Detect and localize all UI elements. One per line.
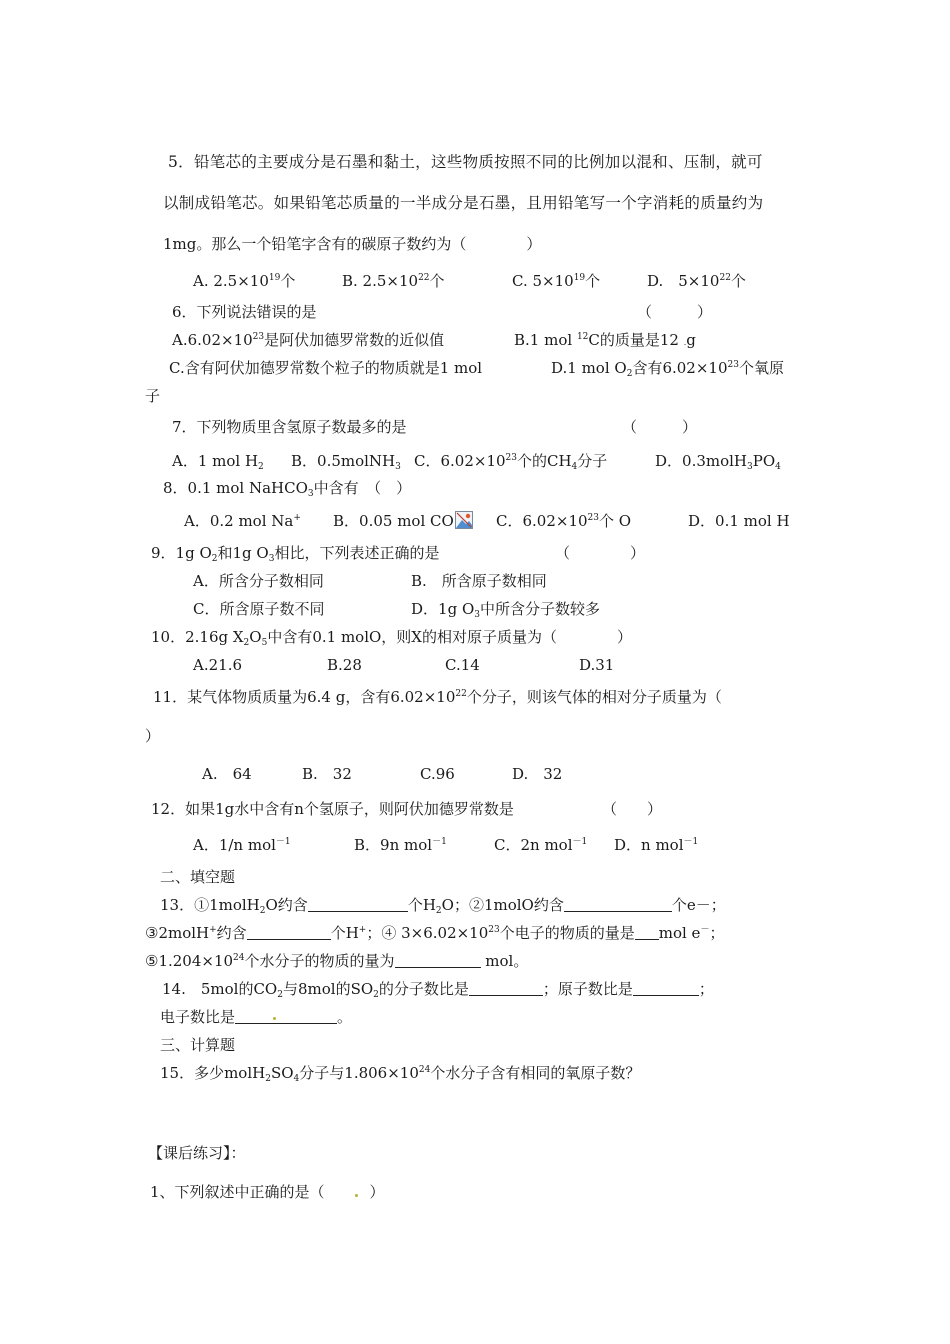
- q11-stem-close: ）: [145, 727, 161, 745]
- q6-option-c: C.含有阿伏加德罗常数个粒子的物质就是1 mol: [169, 359, 483, 377]
- q11-option-b: B. 32: [302, 765, 352, 783]
- q8-option-b: B．0.05 mol CO: [333, 511, 473, 531]
- q5-option-c: C. $5\times 10^{19}$个: [512, 272, 601, 290]
- q12-option-a: A．1/n mol$^{-1}$: [193, 836, 291, 854]
- q14-line2: 电子数比是 。: [160, 1008, 353, 1026]
- q8-stem: 8．0.1 mol NaHCO$_3$中含有 （ ）: [163, 479, 412, 499]
- q6-option-d: D.1 mol $O_2$含有$6.02\times 10^{23}$个氧原: [551, 359, 784, 379]
- q12-stem: 12．如果1g水中含有n个氢原子，则阿伏加德罗常数是: [151, 800, 514, 818]
- q7-option-c: C．$6.02\times 10^{23}$个的$CH_4$分子: [414, 452, 608, 472]
- q6-stem: 6．下列说法错误的是: [172, 303, 317, 321]
- q11-stem: 11．某气体物质质量为6.4 g，含有$6.02\times 10^{22}$个分子，则该气体的相对分子质量为（: [153, 688, 722, 706]
- q13-blank-4[interactable]: [635, 925, 659, 940]
- q14-blank-2[interactable]: [633, 981, 699, 996]
- q8-option-d: D．0.1 mol H: [688, 512, 790, 530]
- q14-blank-3[interactable]: [235, 1009, 337, 1024]
- q10-option-a: A.21.6: [193, 656, 242, 674]
- q5-option-b: B. $2.5\times 10^{22}$个: [342, 272, 445, 290]
- q9-option-c: C．所含原子数不同: [193, 600, 325, 618]
- q6-option-b: B.1 mol $^{12}$C的质量是12 .g: [514, 331, 696, 349]
- q12-option-c: C．2n mol$^{-1}$: [494, 836, 588, 854]
- q8-option-c: C．$6.02\times 10^{23}$个 O: [496, 512, 632, 530]
- q8-option-a: A．0.2 mol Na+: [184, 512, 301, 530]
- practice-q1-stem: 1、下列叙述中正确的是（ ）: [150, 1183, 385, 1201]
- q10-option-d: D.31: [579, 656, 615, 674]
- q7-option-a: A．1 mol $H_2$: [172, 452, 264, 472]
- q11-option-d: D. 32: [512, 765, 563, 783]
- q13-blank-5[interactable]: [395, 953, 481, 968]
- q12-option-b: B．9n mol$^{-1}$: [354, 836, 447, 854]
- q13-blank-1[interactable]: [308, 897, 408, 912]
- q5-line2: 以制成铅笔芯。如果铅笔芯质量的一半成分是石墨，且用铅笔写一个字消耗的质量约为: [163, 194, 764, 212]
- q12-option-d: D．n mol$^{-1}$: [614, 836, 699, 854]
- q13-line3: $⑤1.204\times 10^{24}$个水分子的物质的量为 mol。: [145, 952, 529, 970]
- q9-option-a: A．所含分子数相同: [193, 572, 324, 590]
- q6-answer-paren: （ ）: [637, 303, 713, 321]
- q9-option-d: D．1g $O_3$中所含分子数较多: [411, 600, 600, 620]
- q15-stem: 15．多少$molH_2SO_4$分子与$1.806\times 10^{24}$个水分子含有相同的氧原子数？: [160, 1064, 641, 1084]
- q10-option-c: C.14: [445, 656, 480, 674]
- q5-line3: 1mg。那么一个铅笔字含有的碳原子数约为（ ）: [163, 235, 542, 253]
- q11-option-c: C.96: [420, 765, 455, 783]
- q10-stem: 10．2.16g $X_2O_5$中含有0.1 molO，则X的相对原子质量为（ ）: [151, 628, 632, 648]
- q9-answer-paren: （ ）: [555, 544, 646, 562]
- q5-option-d: D. $5\times 10^{22}$个: [647, 272, 746, 290]
- q5-option-a: A. $2.5\times 10^{19}$个: [193, 272, 296, 290]
- q9-stem: 9．1g $O_2$和1g $O_3$相比，下列表述正确的是: [151, 544, 440, 564]
- q13-line2: ③2molH+约含 个H+；④ $3\times 6.02\times 10^{23}$个电子的物质的量是 mol e－；: [145, 924, 725, 942]
- q6-option-d-wrap: 子: [145, 387, 161, 405]
- q5-line1: 5．铅笔芯的主要成分是石墨和黏土，这些物质按照不同的比例加以混和、压制，就可: [168, 153, 763, 171]
- q13-blank-2[interactable]: [564, 897, 672, 912]
- q7-stem: 7．下列物质里含氢原子数最多的是: [172, 418, 407, 436]
- section-fill-in-heading: 二、填空题: [160, 868, 236, 886]
- q7-answer-paren: （ ）: [622, 418, 698, 436]
- broken-image-icon: [455, 511, 473, 529]
- q11-option-a: A. 64: [202, 765, 252, 783]
- q14-line1: 14. 5mol的$CO_2$与8mol的$SO_2$的分子数比是 ；原子数比是 ；: [162, 980, 714, 1000]
- q10-option-b: B.28: [327, 656, 362, 674]
- q13-blank-3[interactable]: [247, 925, 331, 940]
- q7-option-d: D．$0.3molH_3PO_4$: [655, 452, 781, 472]
- q6-option-a: $A.6.02\times 10^{23}$是阿伏加德罗常数的近似值: [172, 331, 445, 349]
- q14-blank-1[interactable]: [469, 981, 543, 996]
- section-calculation-heading: 三、计算题: [160, 1036, 236, 1054]
- q9-option-b: B. 所含原子数相同: [411, 572, 547, 590]
- q7-option-b: B．0.5molNH$_3$: [291, 452, 401, 472]
- q13-line1: 13．①1molH$_2$O约含 个$H_2O$；②1molO约含 个e－；: [160, 896, 726, 916]
- practice-heading: 【课后练习】：: [148, 1144, 246, 1162]
- q12-answer-paren: （ ）: [602, 800, 663, 818]
